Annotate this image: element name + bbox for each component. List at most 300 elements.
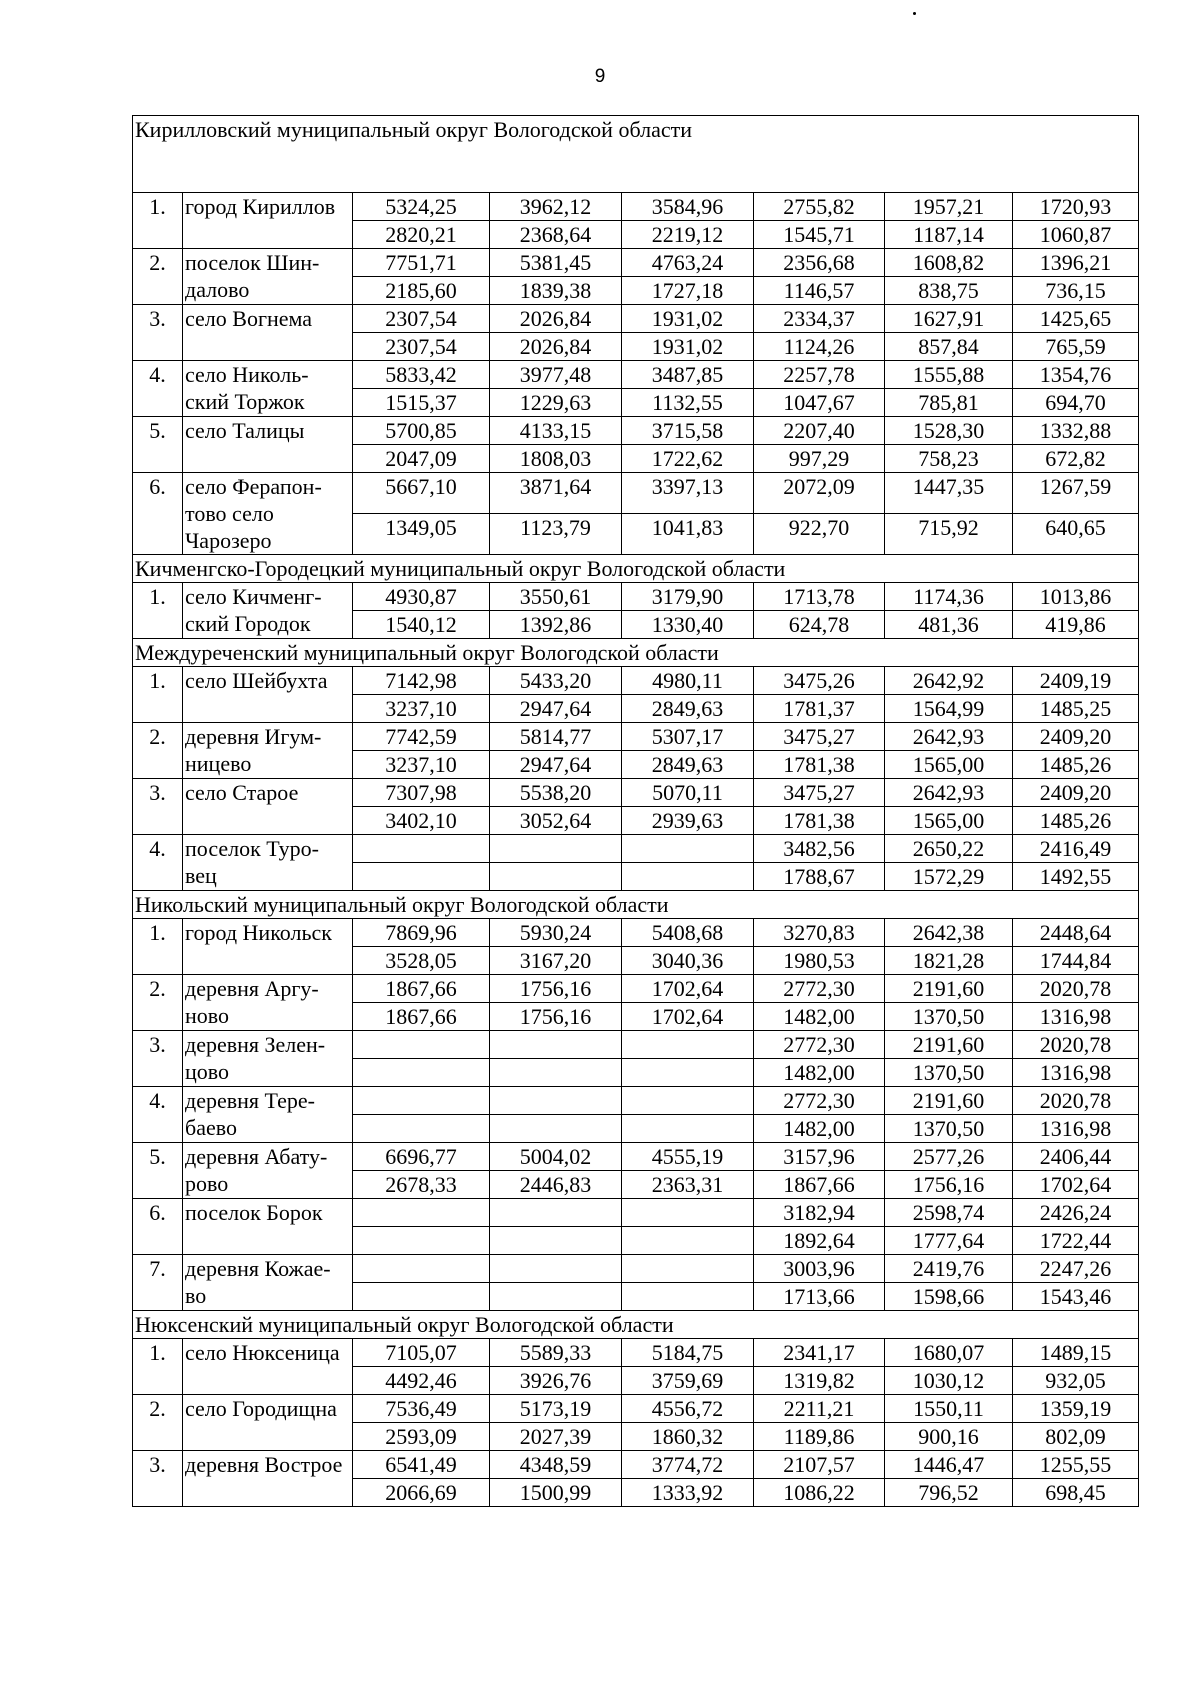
tariff-cell: 2191,60	[885, 1087, 1013, 1115]
tariff-cell: 3475,27	[754, 779, 885, 807]
tariff-cell: 2207,40	[754, 417, 885, 445]
district-title: Кичменгско-Городецкий муниципальный округ Вологодской области	[133, 555, 1139, 583]
settlement-name: село Шейбухта	[183, 667, 353, 723]
tariff-cell: 1860,32	[622, 1423, 754, 1451]
tariff-cell	[353, 1199, 490, 1227]
tariff-cell	[622, 1115, 754, 1143]
tariff-cell: 4133,15	[490, 417, 622, 445]
tariff-cell: 2247,26	[1013, 1255, 1139, 1283]
settlement-name: поселок Туро-вец	[183, 835, 353, 891]
tariff-cell: 1545,71	[754, 221, 885, 249]
tariff-cell: 1370,50	[885, 1059, 1013, 1087]
tariff-cell: 1867,66	[754, 1171, 885, 1199]
tariff-cell: 3237,10	[353, 751, 490, 779]
tariff-cell: 1781,38	[754, 751, 885, 779]
table-row	[133, 583, 1139, 611]
tariff-cell: 2219,12	[622, 221, 754, 249]
row-number: 4.	[133, 361, 183, 417]
tariff-cell: 1349,05	[353, 514, 490, 555]
tariff-cell: 802,09	[1013, 1423, 1139, 1451]
tariff-cell	[353, 1227, 490, 1255]
tariff-cell: 2642,92	[885, 667, 1013, 695]
district-header-row	[133, 891, 1139, 919]
tariff-cell: 1808,03	[490, 445, 622, 473]
tariff-cell: 4492,46	[353, 1367, 490, 1395]
tariff-cell: 4763,24	[622, 249, 754, 277]
tariff-cell: 5173,19	[490, 1395, 622, 1423]
tariff-cell	[490, 1087, 622, 1115]
row-number: 2.	[133, 249, 183, 305]
tariff-cell: 5538,20	[490, 779, 622, 807]
tariff-cell: 2307,54	[353, 333, 490, 361]
table-row	[133, 1087, 1139, 1115]
table-row	[133, 417, 1139, 445]
settlement-name: деревня Тере-баево	[183, 1087, 353, 1143]
tariff-cell: 5667,10	[353, 473, 490, 514]
tariff-cell: 5814,77	[490, 723, 622, 751]
district-header-row	[133, 1311, 1139, 1339]
tariff-cell: 1500,99	[490, 1479, 622, 1507]
tariff-cell: 2356,68	[754, 249, 885, 277]
tariff-cell: 2409,20	[1013, 723, 1139, 751]
table-row	[133, 1031, 1139, 1059]
tariff-cell: 1744,84	[1013, 947, 1139, 975]
tariff-cell: 2642,93	[885, 779, 1013, 807]
tariff-cell: 715,92	[885, 514, 1013, 555]
tariff-cell: 3475,26	[754, 667, 885, 695]
tariff-cell: 2939,63	[622, 807, 754, 835]
tariff-cell: 3871,64	[490, 473, 622, 514]
tariff-cell: 1702,64	[622, 1003, 754, 1031]
row-number: 1.	[133, 1339, 183, 1395]
tariff-cell	[353, 1031, 490, 1059]
tariff-cell	[622, 863, 754, 891]
tariff-cell	[622, 1227, 754, 1255]
tariff-cell: 1425,65	[1013, 305, 1139, 333]
district-title: Нюксенский муниципальный округ Вологодской области	[133, 1311, 1139, 1339]
tariff-cell	[622, 1031, 754, 1059]
tariff-cell: 1867,66	[353, 975, 490, 1003]
row-number: 3.	[133, 305, 183, 361]
row-number: 4.	[133, 835, 183, 891]
tariff-cell: 2849,63	[622, 751, 754, 779]
tariff-cell: 922,70	[754, 514, 885, 555]
tariff-cell	[490, 1059, 622, 1087]
tariff-cell: 6541,49	[353, 1451, 490, 1479]
table-row	[133, 1395, 1139, 1423]
tariff-cell: 4980,11	[622, 667, 754, 695]
settlement-name: поселок Борок	[183, 1199, 353, 1255]
tariff-cell: 2772,30	[754, 1031, 885, 1059]
tariff-cell: 1086,22	[754, 1479, 885, 1507]
tariff-cell: 2598,74	[885, 1199, 1013, 1227]
tariff-cell: 2947,64	[490, 695, 622, 723]
tariff-cell	[622, 1283, 754, 1311]
table-row	[133, 1451, 1139, 1479]
tariff-cell	[490, 1115, 622, 1143]
tariff-cell: 3157,96	[754, 1143, 885, 1171]
tariff-cell: 2755,82	[754, 193, 885, 221]
tariff-cell	[622, 1087, 754, 1115]
settlement-name: деревня Вострое	[183, 1451, 353, 1507]
tariff-cell: 2334,37	[754, 305, 885, 333]
tariff-cell: 698,45	[1013, 1479, 1139, 1507]
table-row	[133, 361, 1139, 389]
tariff-cell: 1047,67	[754, 389, 885, 417]
settlement-name: село Старое	[183, 779, 353, 835]
tariff-cell: 2047,09	[353, 445, 490, 473]
tariff-cell: 1482,00	[754, 1059, 885, 1087]
tariff-cell: 3040,36	[622, 947, 754, 975]
settlement-name: город Кириллов	[183, 193, 353, 249]
tariff-cell: 1608,82	[885, 249, 1013, 277]
tariff-cell: 2307,54	[353, 305, 490, 333]
settlement-name: село Николь-ский Торжок	[183, 361, 353, 417]
tariff-cell: 3179,90	[622, 583, 754, 611]
tariff-cell: 7742,59	[353, 723, 490, 751]
tariff-cell: 1722,62	[622, 445, 754, 473]
tariff-cell: 1550,11	[885, 1395, 1013, 1423]
tariff-cell: 7105,07	[353, 1339, 490, 1367]
row-number: 3.	[133, 1031, 183, 1087]
tariff-cell: 1867,66	[353, 1003, 490, 1031]
district-title: Междуреченский муниципальный округ Вологодской области	[133, 639, 1139, 667]
row-number: 4.	[133, 1087, 183, 1143]
tariff-cell: 3402,10	[353, 807, 490, 835]
settlement-name: поселок Шин-далово	[183, 249, 353, 305]
tariff-cell: 419,86	[1013, 611, 1139, 639]
tariff-cell: 7307,98	[353, 779, 490, 807]
tariff-cell: 5930,24	[490, 919, 622, 947]
tariff-cell: 1255,55	[1013, 1451, 1139, 1479]
tariff-cell: 1187,14	[885, 221, 1013, 249]
tariff-cell	[490, 1199, 622, 1227]
tariff-cell	[490, 1283, 622, 1311]
row-number: 5.	[133, 1143, 183, 1199]
tariff-cell: 2409,19	[1013, 667, 1139, 695]
tariff-cell: 2191,60	[885, 975, 1013, 1003]
tariff-cell: 1132,55	[622, 389, 754, 417]
tariff-cell: 2642,38	[885, 919, 1013, 947]
tariff-cell: 3052,64	[490, 807, 622, 835]
row-number: 5.	[133, 417, 183, 473]
tariff-cell: 1189,86	[754, 1423, 885, 1451]
tariff-cell: 1482,00	[754, 1115, 885, 1143]
table-row	[133, 779, 1139, 807]
tariff-cell: 2020,78	[1013, 975, 1139, 1003]
tariff-cell: 1555,88	[885, 361, 1013, 389]
row-number: 1.	[133, 667, 183, 723]
tariff-cell: 3487,85	[622, 361, 754, 389]
tariff-cell: 694,70	[1013, 389, 1139, 417]
tariff-cell: 1565,00	[885, 807, 1013, 835]
tariff-cell: 3550,61	[490, 583, 622, 611]
tariff-cell: 2020,78	[1013, 1087, 1139, 1115]
tariff-cell: 1489,15	[1013, 1339, 1139, 1367]
tariff-cell: 7869,96	[353, 919, 490, 947]
tariff-cell: 1392,86	[490, 611, 622, 639]
district-header-row	[133, 116, 1139, 193]
tariff-cell: 7751,71	[353, 249, 490, 277]
tariff-cell: 900,16	[885, 1423, 1013, 1451]
tariff-cell: 2026,84	[490, 333, 622, 361]
tariff-cell: 1564,99	[885, 695, 1013, 723]
tariff-cell: 624,78	[754, 611, 885, 639]
tariff-cell: 2577,26	[885, 1143, 1013, 1171]
tariff-cell	[353, 835, 490, 863]
tariff-cell: 4555,19	[622, 1143, 754, 1171]
tariff-cell: 2185,60	[353, 277, 490, 305]
tariff-cell: 1060,87	[1013, 221, 1139, 249]
tariff-cell: 1482,00	[754, 1003, 885, 1031]
settlement-name: деревня Игум-ницево	[183, 723, 353, 779]
table-row	[133, 1143, 1139, 1171]
tariff-cell: 1781,37	[754, 695, 885, 723]
tariff-cell: 1485,26	[1013, 751, 1139, 779]
tariff-cell: 5381,45	[490, 249, 622, 277]
district-title: Кирилловский муниципальный округ Вологодской области	[133, 116, 1139, 193]
row-number: 1.	[133, 919, 183, 975]
tariff-cell: 2191,60	[885, 1031, 1013, 1059]
tariff-cell: 6696,77	[353, 1143, 490, 1171]
settlement-name: село Нюксеница	[183, 1339, 353, 1395]
tariff-cell: 758,23	[885, 445, 1013, 473]
tariff-cell	[490, 1227, 622, 1255]
tariff-cell: 1627,91	[885, 305, 1013, 333]
tariff-cell: 2448,64	[1013, 919, 1139, 947]
tariff-cell: 1565,00	[885, 751, 1013, 779]
tariff-cell: 1267,59	[1013, 473, 1139, 514]
row-number: 6.	[133, 473, 183, 555]
tariff-cell: 1892,64	[754, 1227, 885, 1255]
tariff-cell: 1123,79	[490, 514, 622, 555]
tariff-cell: 3482,56	[754, 835, 885, 863]
table-row	[133, 193, 1139, 221]
tariff-cell: 2072,09	[754, 473, 885, 514]
page-number: 9	[594, 66, 606, 87]
tariff-cell: 997,29	[754, 445, 885, 473]
tariff-cell: 3715,58	[622, 417, 754, 445]
table-row	[133, 835, 1139, 863]
tariff-cell	[490, 1031, 622, 1059]
settlement-name: село Вогнема	[183, 305, 353, 361]
row-number: 3.	[133, 1451, 183, 1507]
table-row	[133, 975, 1139, 1003]
tariff-cell: 2211,21	[754, 1395, 885, 1423]
table-row	[133, 473, 1139, 514]
table-row	[133, 249, 1139, 277]
row-number: 1.	[133, 583, 183, 639]
tariff-cell: 5004,02	[490, 1143, 622, 1171]
tariff-cell: 2820,21	[353, 221, 490, 249]
tariff-cell: 4348,59	[490, 1451, 622, 1479]
tariff-cell: 2026,84	[490, 305, 622, 333]
tariff-cell: 1396,21	[1013, 249, 1139, 277]
tariff-cell: 3003,96	[754, 1255, 885, 1283]
tariff-cell: 2419,76	[885, 1255, 1013, 1283]
settlement-name: село Кичменг-ский Городок	[183, 583, 353, 639]
tariff-cell: 3237,10	[353, 695, 490, 723]
tariff-cell: 3962,12	[490, 193, 622, 221]
tariff-cell: 3167,20	[490, 947, 622, 975]
tariff-cell: 1543,46	[1013, 1283, 1139, 1311]
tariff-cell: 1528,30	[885, 417, 1013, 445]
district-header-row	[133, 639, 1139, 667]
tariff-cell: 5324,25	[353, 193, 490, 221]
tariff-table	[132, 115, 1139, 1507]
tariff-cell: 5184,75	[622, 1339, 754, 1367]
tariff-cell: 481,36	[885, 611, 1013, 639]
table-row	[133, 1199, 1139, 1227]
tariff-cell: 3774,72	[622, 1451, 754, 1479]
tariff-cell: 7142,98	[353, 667, 490, 695]
tariff-cell: 2849,63	[622, 695, 754, 723]
row-number: 1.	[133, 193, 183, 249]
tariff-cell: 1777,64	[885, 1227, 1013, 1255]
tariff-cell: 2368,64	[490, 221, 622, 249]
tariff-cell: 1788,67	[754, 863, 885, 891]
tariff-cell: 785,81	[885, 389, 1013, 417]
tariff-cell: 2406,44	[1013, 1143, 1139, 1171]
tariff-cell: 1354,76	[1013, 361, 1139, 389]
tariff-cell	[353, 1255, 490, 1283]
tariff-cell: 672,82	[1013, 445, 1139, 473]
tariff-cell: 796,52	[885, 1479, 1013, 1507]
tariff-cell: 1359,19	[1013, 1395, 1139, 1423]
row-number: 2.	[133, 723, 183, 779]
tariff-cell: 5307,17	[622, 723, 754, 751]
tariff-cell: 2642,93	[885, 723, 1013, 751]
tariff-cell: 1229,63	[490, 389, 622, 417]
tariff-cell	[490, 863, 622, 891]
table-row	[133, 305, 1139, 333]
tariff-cell: 1041,83	[622, 514, 754, 555]
tariff-cell: 2416,49	[1013, 835, 1139, 863]
tariff-cell: 2650,22	[885, 835, 1013, 863]
tariff-cell: 1722,44	[1013, 1227, 1139, 1255]
tariff-cell	[490, 835, 622, 863]
tariff-cell	[353, 1059, 490, 1087]
settlement-name: село Ферапон-тово село Чарозеро	[183, 473, 353, 555]
tariff-cell: 857,84	[885, 333, 1013, 361]
tariff-cell: 1781,38	[754, 807, 885, 835]
tariff-cell: 1540,12	[353, 611, 490, 639]
tariff-cell: 2772,30	[754, 1087, 885, 1115]
district-title: Никольский муниципальный округ Вологодской области	[133, 891, 1139, 919]
tariff-cell: 765,59	[1013, 333, 1139, 361]
tariff-cell: 1316,98	[1013, 1115, 1139, 1143]
tariff-cell: 5070,11	[622, 779, 754, 807]
tariff-cell: 1030,12	[885, 1367, 1013, 1395]
row-number: 6.	[133, 1199, 183, 1255]
tariff-cell: 1702,64	[622, 975, 754, 1003]
tariff-cell: 1485,25	[1013, 695, 1139, 723]
table-row	[133, 667, 1139, 695]
tariff-cell: 5700,85	[353, 417, 490, 445]
tariff-cell: 2341,17	[754, 1339, 885, 1367]
tariff-cell: 3926,76	[490, 1367, 622, 1395]
row-number: 2.	[133, 1395, 183, 1451]
tariff-cell: 1316,98	[1013, 1059, 1139, 1087]
tariff-cell: 1485,26	[1013, 807, 1139, 835]
tariff-cell: 1013,86	[1013, 583, 1139, 611]
tariff-cell: 1839,38	[490, 277, 622, 305]
tariff-cell: 736,15	[1013, 277, 1139, 305]
tariff-cell: 2947,64	[490, 751, 622, 779]
row-number: 3.	[133, 779, 183, 835]
tariff-cell: 1174,36	[885, 583, 1013, 611]
table-row	[133, 1339, 1139, 1367]
tariff-cell: 1702,64	[1013, 1171, 1139, 1199]
tariff-cell: 2066,69	[353, 1479, 490, 1507]
tariff-cell	[490, 1255, 622, 1283]
settlement-name: деревня Абату-рово	[183, 1143, 353, 1199]
tariff-cell: 2593,09	[353, 1423, 490, 1451]
tariff-cell: 1572,29	[885, 863, 1013, 891]
district-header-row	[133, 555, 1139, 583]
tariff-cell	[622, 1199, 754, 1227]
tariff-cell: 1446,47	[885, 1451, 1013, 1479]
tariff-cell: 4930,87	[353, 583, 490, 611]
tariff-cell: 5833,42	[353, 361, 490, 389]
tariff-cell: 3528,05	[353, 947, 490, 975]
tariff-cell: 3475,27	[754, 723, 885, 751]
row-number: 2.	[133, 975, 183, 1031]
tariff-cell: 2257,78	[754, 361, 885, 389]
tariff-cell: 1332,88	[1013, 417, 1139, 445]
tariff-cell: 2107,57	[754, 1451, 885, 1479]
tariff-cell: 1756,16	[885, 1171, 1013, 1199]
tariff-cell: 838,75	[885, 277, 1013, 305]
tariff-cell: 4556,72	[622, 1395, 754, 1423]
tariff-cell: 2027,39	[490, 1423, 622, 1451]
settlement-name: город Никольск	[183, 919, 353, 975]
tariff-cell: 5589,33	[490, 1339, 622, 1367]
tariff-cell: 1598,66	[885, 1283, 1013, 1311]
tariff-cell: 1680,07	[885, 1339, 1013, 1367]
tariff-cell: 1330,40	[622, 611, 754, 639]
tariff-cell: 2772,30	[754, 975, 885, 1003]
tariff-cell: 932,05	[1013, 1367, 1139, 1395]
tariff-cell: 1370,50	[885, 1003, 1013, 1031]
tariff-cell: 3397,13	[622, 473, 754, 514]
tariff-cell	[353, 1087, 490, 1115]
tariff-cell	[622, 835, 754, 863]
tariff-cell: 1931,02	[622, 333, 754, 361]
tariff-cell: 2409,20	[1013, 779, 1139, 807]
tariff-cell: 5408,68	[622, 919, 754, 947]
tariff-cell: 3759,69	[622, 1367, 754, 1395]
settlement-name: село Талицы	[183, 417, 353, 473]
tariff-cell: 1957,21	[885, 193, 1013, 221]
row-number: 7.	[133, 1255, 183, 1311]
tariff-cell: 1333,92	[622, 1479, 754, 1507]
tariff-cell: 1713,66	[754, 1283, 885, 1311]
tariff-cell: 1319,82	[754, 1367, 885, 1395]
settlement-name: деревня Зелен-цово	[183, 1031, 353, 1087]
tariff-cell	[353, 863, 490, 891]
stray-dot	[913, 12, 916, 15]
tariff-cell: 3270,83	[754, 919, 885, 947]
tariff-cell: 1727,18	[622, 277, 754, 305]
tariff-cell: 1370,50	[885, 1115, 1013, 1143]
tariff-cell: 1931,02	[622, 305, 754, 333]
tariff-cell: 1980,53	[754, 947, 885, 975]
tariff-cell: 5433,20	[490, 667, 622, 695]
settlement-name: деревня Кожае-во	[183, 1255, 353, 1311]
tariff-cell: 7536,49	[353, 1395, 490, 1423]
tariff-cell: 3584,96	[622, 193, 754, 221]
